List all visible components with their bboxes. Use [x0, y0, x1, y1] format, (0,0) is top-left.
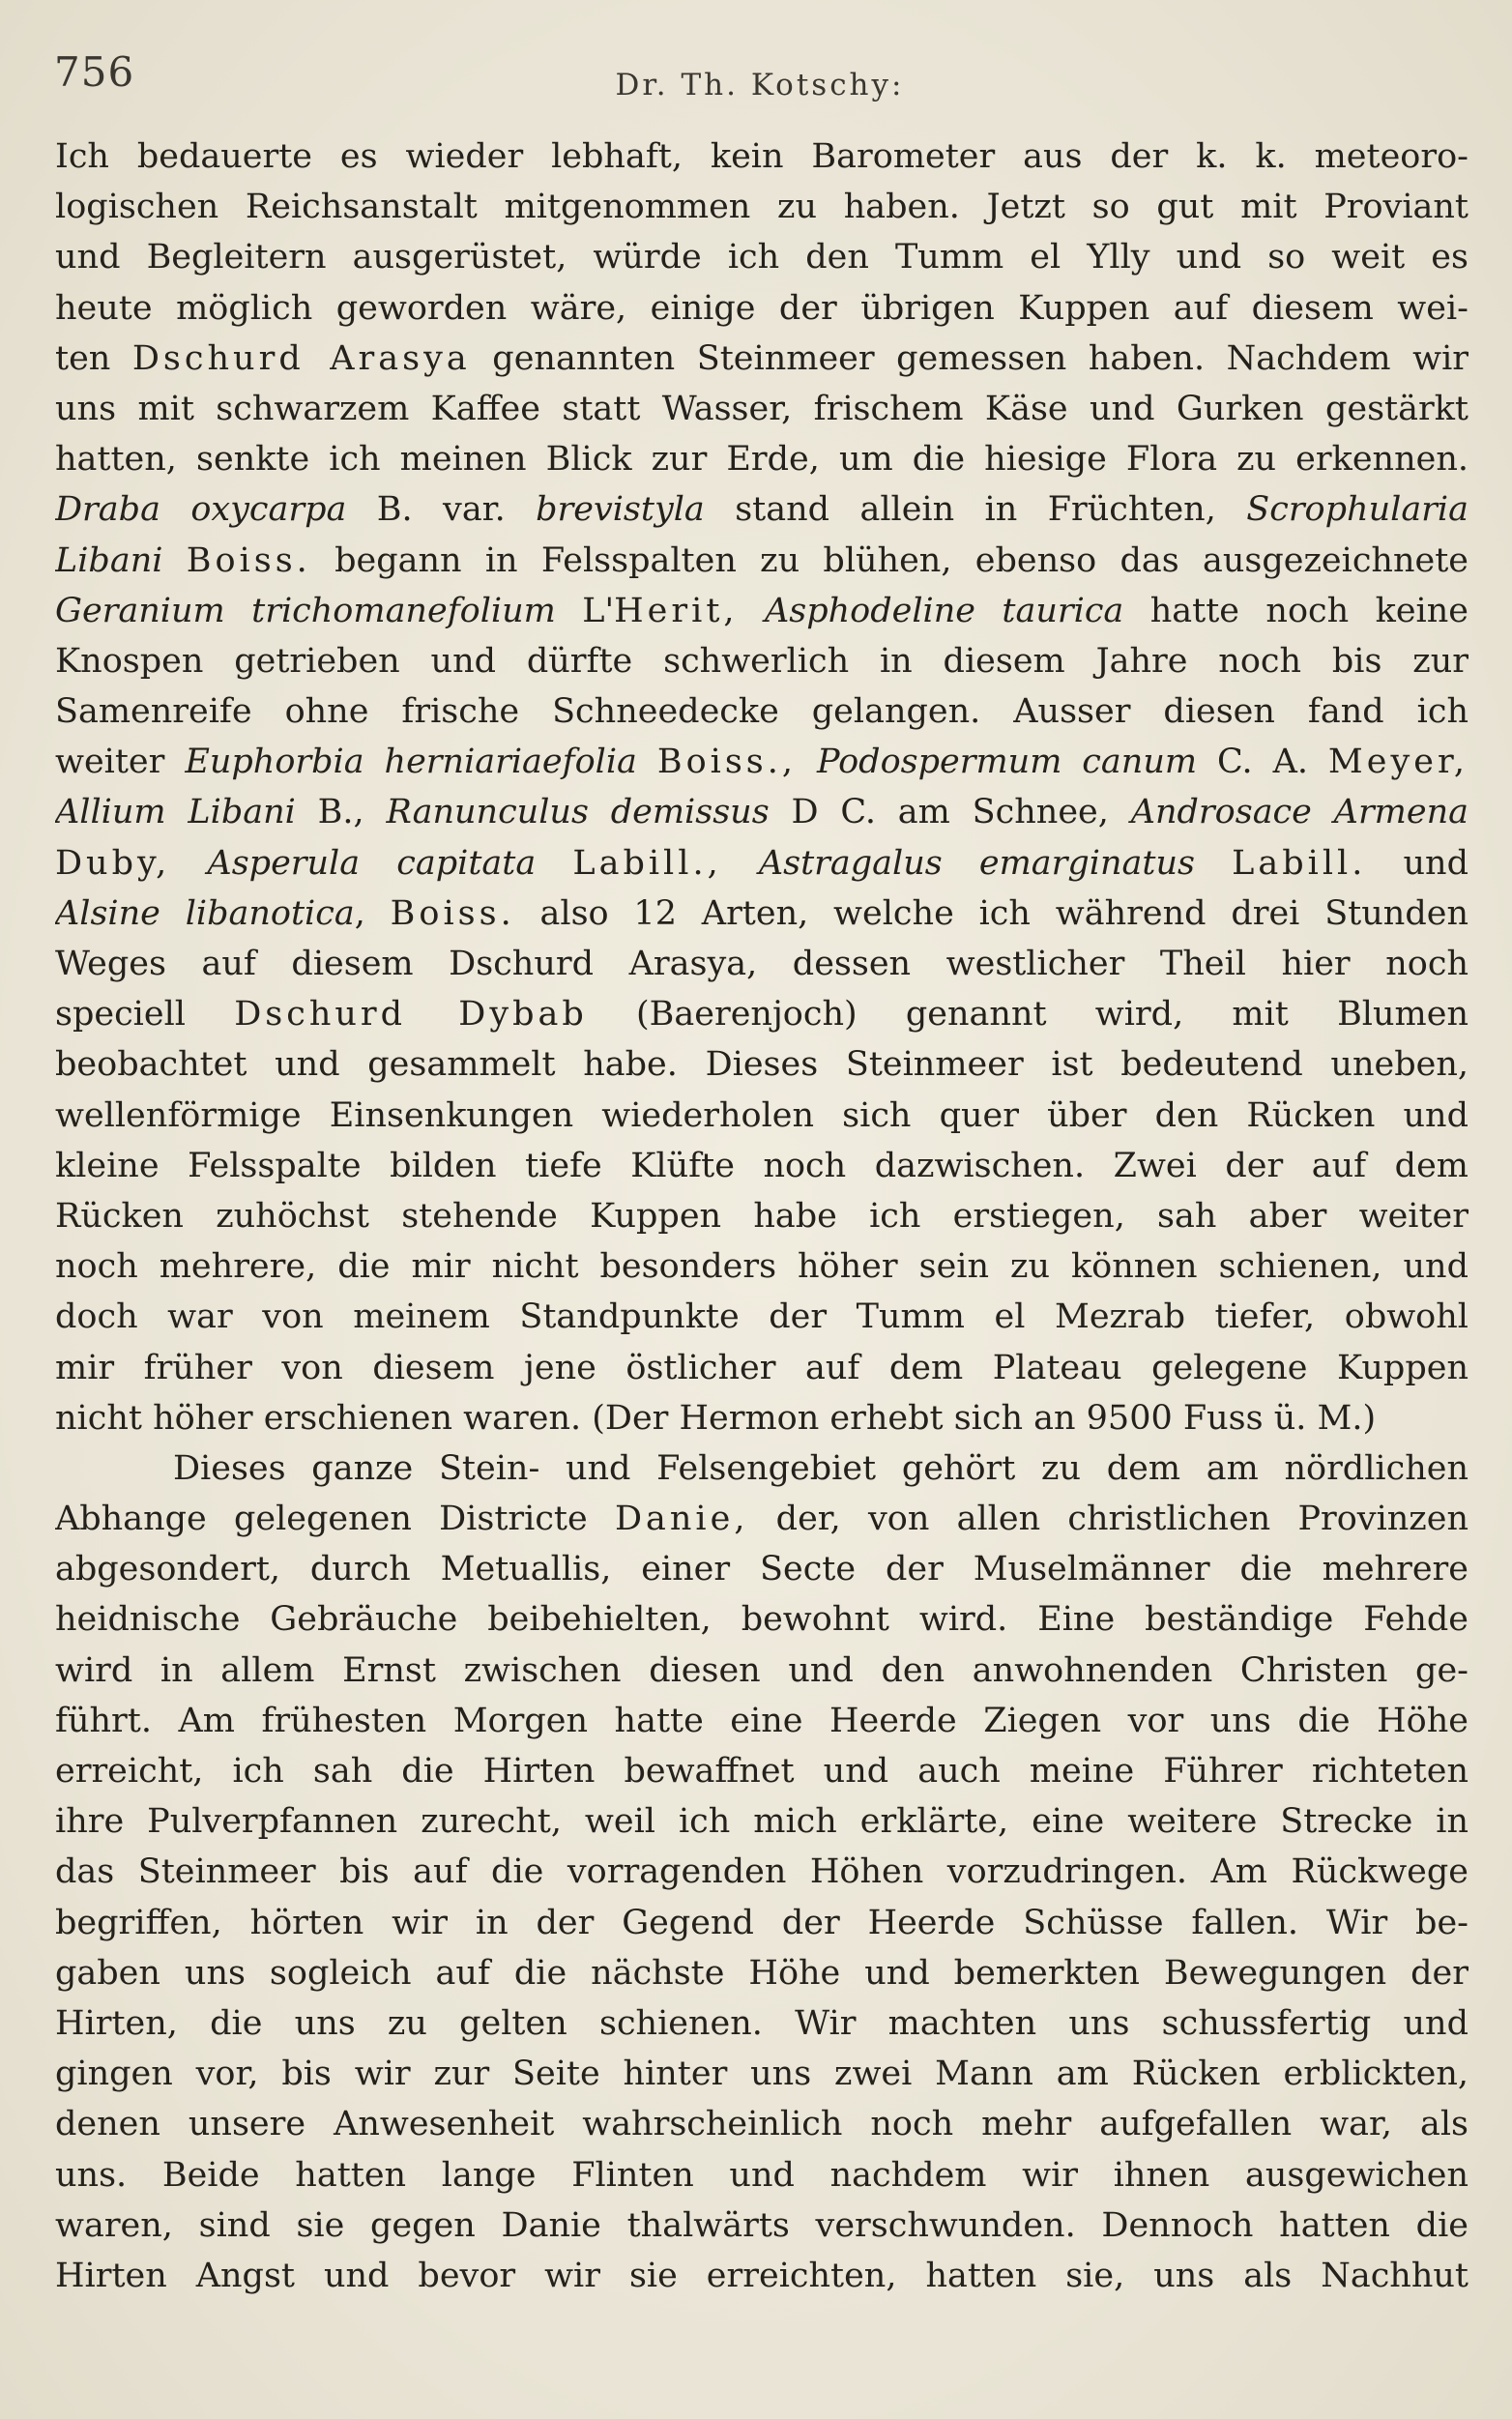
text-run: der, von allen christlichen Provinzen: [748, 1500, 1468, 1539]
text-run: [797, 743, 817, 781]
text-line: [55, 889, 1468, 939]
species-name: Allium Libani: [55, 793, 296, 832]
text-run: Rücken zuhöchst stehende Kuppen habe ich erstiegen, sah aber weiter: [55, 1196, 1468, 1236]
page-number: 756: [54, 48, 135, 96]
text-run: wellenförmige Einsenkungen wiederholen sich quer über den Rücken und: [55, 1095, 1468, 1135]
page-header: [54, 43, 1466, 110]
body-text: [55, 131, 1468, 2301]
text-run: [722, 844, 759, 883]
spaced-name: Boiss.,: [656, 743, 798, 782]
text-run: wird in allem Ernst zwischen diesen und den anwohnenden Christen ge-: [55, 1650, 1468, 1690]
spaced-name: Meyer,: [1327, 743, 1468, 782]
text-run: [536, 844, 572, 883]
text-line: [55, 484, 1468, 535]
text-run: das Steinmeer bis auf die vorragenden Höhen vorzudringen. Am Rückwege: [55, 1852, 1468, 1892]
text-line: [55, 1091, 1468, 1141]
text-line: [55, 1443, 1468, 1494]
text-run: [637, 743, 657, 781]
text-run: Samenreife ohne frische Schneedecke gelangen. Ausser diesen fand ich: [55, 692, 1468, 732]
text-line: [55, 2251, 1468, 2301]
species-name: Scrophularia: [1246, 490, 1468, 530]
text-run: logischen Reichsanstalt mitgenommen zu haben. Jetzt so gut mit Proviant: [55, 188, 1468, 227]
text-line: [55, 232, 1468, 282]
text-line: [55, 586, 1468, 636]
text-line: [55, 1594, 1468, 1645]
text-run: Knospen getrieben und dürfte schwerlich in diesem Jahre noch bis zur: [55, 641, 1468, 681]
text-line: [55, 737, 1468, 787]
species-name: Androsace Armena: [1130, 793, 1468, 832]
text-line: [55, 1998, 1468, 2049]
spaced-name: Labill.: [1232, 843, 1367, 883]
species-name: Geranium trichomanefolium: [55, 591, 556, 630]
text-run: begann in Felsspalten zu blühen, ebenso das ausgezeichnete: [310, 540, 1468, 580]
text-line: [55, 1746, 1468, 1796]
spaced-name: Dschurd Arasya: [131, 338, 471, 378]
text-line: [55, 1343, 1468, 1393]
text-line: [55, 838, 1468, 889]
text-line: [55, 787, 1468, 837]
text-line: [55, 1898, 1468, 1948]
text-line: [55, 283, 1468, 334]
text-run: speciell: [55, 995, 235, 1035]
spaced-name: Labill.,: [572, 843, 722, 883]
text-line: [55, 384, 1468, 434]
spaced-name: Boiss.: [186, 540, 311, 580]
text-run: abgesondert, durch Metuallis, einer Secte der Muselmänner die mehrere: [55, 1550, 1468, 1589]
text-run: nicht höher erschienen waren. (Der Hermon erhebt sich an 9500 Fuss ü. M.): [55, 1398, 1377, 1438]
species-name: Asperula capitata: [207, 843, 537, 883]
text-run: D C. am Schnee,: [769, 793, 1131, 832]
text-run: hatten, senkte ich meinen Blick zur Erde, um die hiesige Flora zu erkennen.: [55, 440, 1468, 480]
text-run: hatte noch keine: [1123, 591, 1468, 630]
text-run: heute möglich geworden wäre, einige der übrigen Kuppen auf diesem wei-: [55, 288, 1468, 328]
species-name: Alsine libanotica: [55, 893, 355, 933]
text-line: [55, 1039, 1468, 1090]
text-line: [55, 2049, 1468, 2099]
text-line: [55, 1191, 1468, 1241]
paragraph: [55, 131, 1468, 1443]
text-run: [162, 541, 186, 580]
text-run: Dieses ganze Stein- und Felsengebiet gehört zu dem am nördlichen: [173, 1448, 1468, 1488]
text-run: heidnische Gebräuche beibehielten, bewohnt wird. Eine beständige Fehde: [55, 1600, 1468, 1640]
species-name: Euphorbia herniariaefolia: [185, 743, 637, 782]
text-run: waren, sind sie gegen Danie thalwärts verschwunden. Dennoch hatten die: [55, 2205, 1468, 2245]
text-line: [55, 1141, 1468, 1191]
text-line: [55, 1696, 1468, 1746]
text-line: [55, 939, 1468, 989]
text-run: Hirten Angst und bevor wir sie erreichten, hatten sie, uns als Nachhut: [55, 2256, 1468, 2295]
text-run: [1195, 844, 1232, 883]
text-run: B. var.: [346, 490, 537, 530]
spaced-name: Dschurd Dybab: [234, 995, 588, 1035]
text-run: Weges auf diesem Dschurd Arasya, dessen westlicher Theil hier noch: [55, 945, 1468, 983]
text-run: doch war von meinem Standpunkte der Tumm el Mezrab tiefer, obwohl: [55, 1297, 1468, 1337]
text-run: denen unsere Anwesenheit wahrscheinlich noch mehr aufgefallen war, als: [55, 2105, 1468, 2144]
text-line: [55, 182, 1468, 232]
text-line: [55, 1393, 1468, 1443]
text-run: uns mit schwarzem Kaffee statt Wasser, frischem Käse und Gurken gestärkt: [55, 389, 1468, 428]
text-run: begriffen, hörten wir in der Gegend der Heerde Schüsse fallen. Wir be-: [55, 1903, 1468, 1942]
text-run: Abhange gelegenen Districte: [55, 1500, 615, 1539]
text-run: erreicht, ich sah die Hirten bewaffnet und auch meine Führer richteten: [55, 1752, 1468, 1791]
text-run: und Begleitern ausgerüstet, würde ich den Tumm el Ylly und so weit es: [55, 238, 1468, 277]
text-line: [55, 1847, 1468, 1897]
text-line: [55, 1948, 1468, 1998]
species-name: brevistyla: [536, 490, 705, 530]
paragraph: [55, 1443, 1468, 2301]
text-line: [55, 686, 1468, 737]
species-name: Ranunculus demissus: [386, 793, 770, 832]
text-run: B.,: [295, 793, 387, 832]
text-line: [55, 636, 1468, 686]
text-run: [170, 844, 207, 883]
species-name: Asphodeline taurica: [764, 591, 1124, 630]
spaced-name: Boiss.: [390, 893, 515, 933]
spaced-name: Herit,: [614, 591, 739, 630]
text-run: Ich bedauerte es wieder lebhaft, kein Barometer aus der k. k. meteoro-: [55, 137, 1468, 176]
text-run: L': [555, 591, 615, 630]
text-run: gaben uns sogleich auf die nächste Höhe und bemerkten Bewegungen der: [55, 1953, 1468, 1993]
text-run: uns. Beide hatten lange Flinten und nachdem wir ihnen ausgewichen: [55, 2155, 1468, 2195]
text-run: mir früher von diesem jene östlicher auf dem Plateau gelegene Kuppen: [55, 1348, 1468, 1387]
species-name: Libani: [55, 540, 163, 580]
text-run: Hirten, die uns zu gelten schienen. Wir machten uns schussfertig und: [55, 2003, 1468, 2043]
text-line: [55, 1544, 1468, 1594]
species-name: Astragalus emarginatus: [758, 843, 1195, 883]
text-run: beobachtet und gesammelt habe. Dieses Steinmeer ist bedeutend uneben,: [55, 1045, 1468, 1085]
running-head: Dr. Th. Kotschy:: [615, 68, 905, 102]
text-run: ten: [55, 338, 132, 378]
text-run: und: [1366, 843, 1468, 883]
text-run: gingen vor, bis wir zur Seite hinter uns zwei Mann am Rücken erblickten,: [55, 2055, 1468, 2094]
text-line: [55, 2150, 1468, 2200]
text-line: [55, 1494, 1468, 1544]
text-run: also 12 Arten, welche ich während drei Stunden: [514, 893, 1468, 933]
text-run: ihre Pulverpfannen zurecht, weil ich mich erklärte, eine weitere Strecke in: [55, 1802, 1468, 1842]
text-line: [55, 131, 1468, 182]
text-line: [55, 1796, 1468, 1847]
text-line: [55, 334, 1468, 384]
text-run: stand allein in Früchten,: [704, 490, 1247, 530]
text-line: [55, 536, 1468, 586]
species-name: Podospermum canum: [816, 743, 1198, 782]
text-line: [55, 989, 1468, 1039]
text-line: [55, 2099, 1468, 2149]
text-line: [55, 1241, 1468, 1292]
species-name: Draba oxycarpa: [55, 490, 347, 530]
text-run: [739, 592, 765, 630]
spaced-name: Duby,: [55, 843, 171, 883]
text-run: weiter: [55, 743, 186, 782]
text-line: [55, 1292, 1468, 1342]
text-line: [55, 2200, 1468, 2251]
text-run: ,: [354, 893, 391, 933]
text-run: noch mehrere, die mir nicht besonders höher sein zu können schienen, und: [55, 1247, 1468, 1287]
text-line: [55, 1646, 1468, 1696]
text-run: C. A.: [1197, 743, 1328, 782]
text-line: [55, 434, 1468, 484]
text-run: (Baerenjoch) genannt wird, mit Blumen: [587, 995, 1468, 1035]
text-run: führt. Am frühesten Morgen hatte eine Heerde Ziegen vor uns die Höhe: [55, 1701, 1468, 1740]
text-run: kleine Felsspalte bilden tiefe Klüfte noch dazwischen. Zwei der auf dem: [55, 1146, 1468, 1185]
text-run: genannten Steinmeer gemessen haben. Nachdem wir: [470, 338, 1468, 378]
spaced-name: Danie,: [614, 1500, 749, 1539]
